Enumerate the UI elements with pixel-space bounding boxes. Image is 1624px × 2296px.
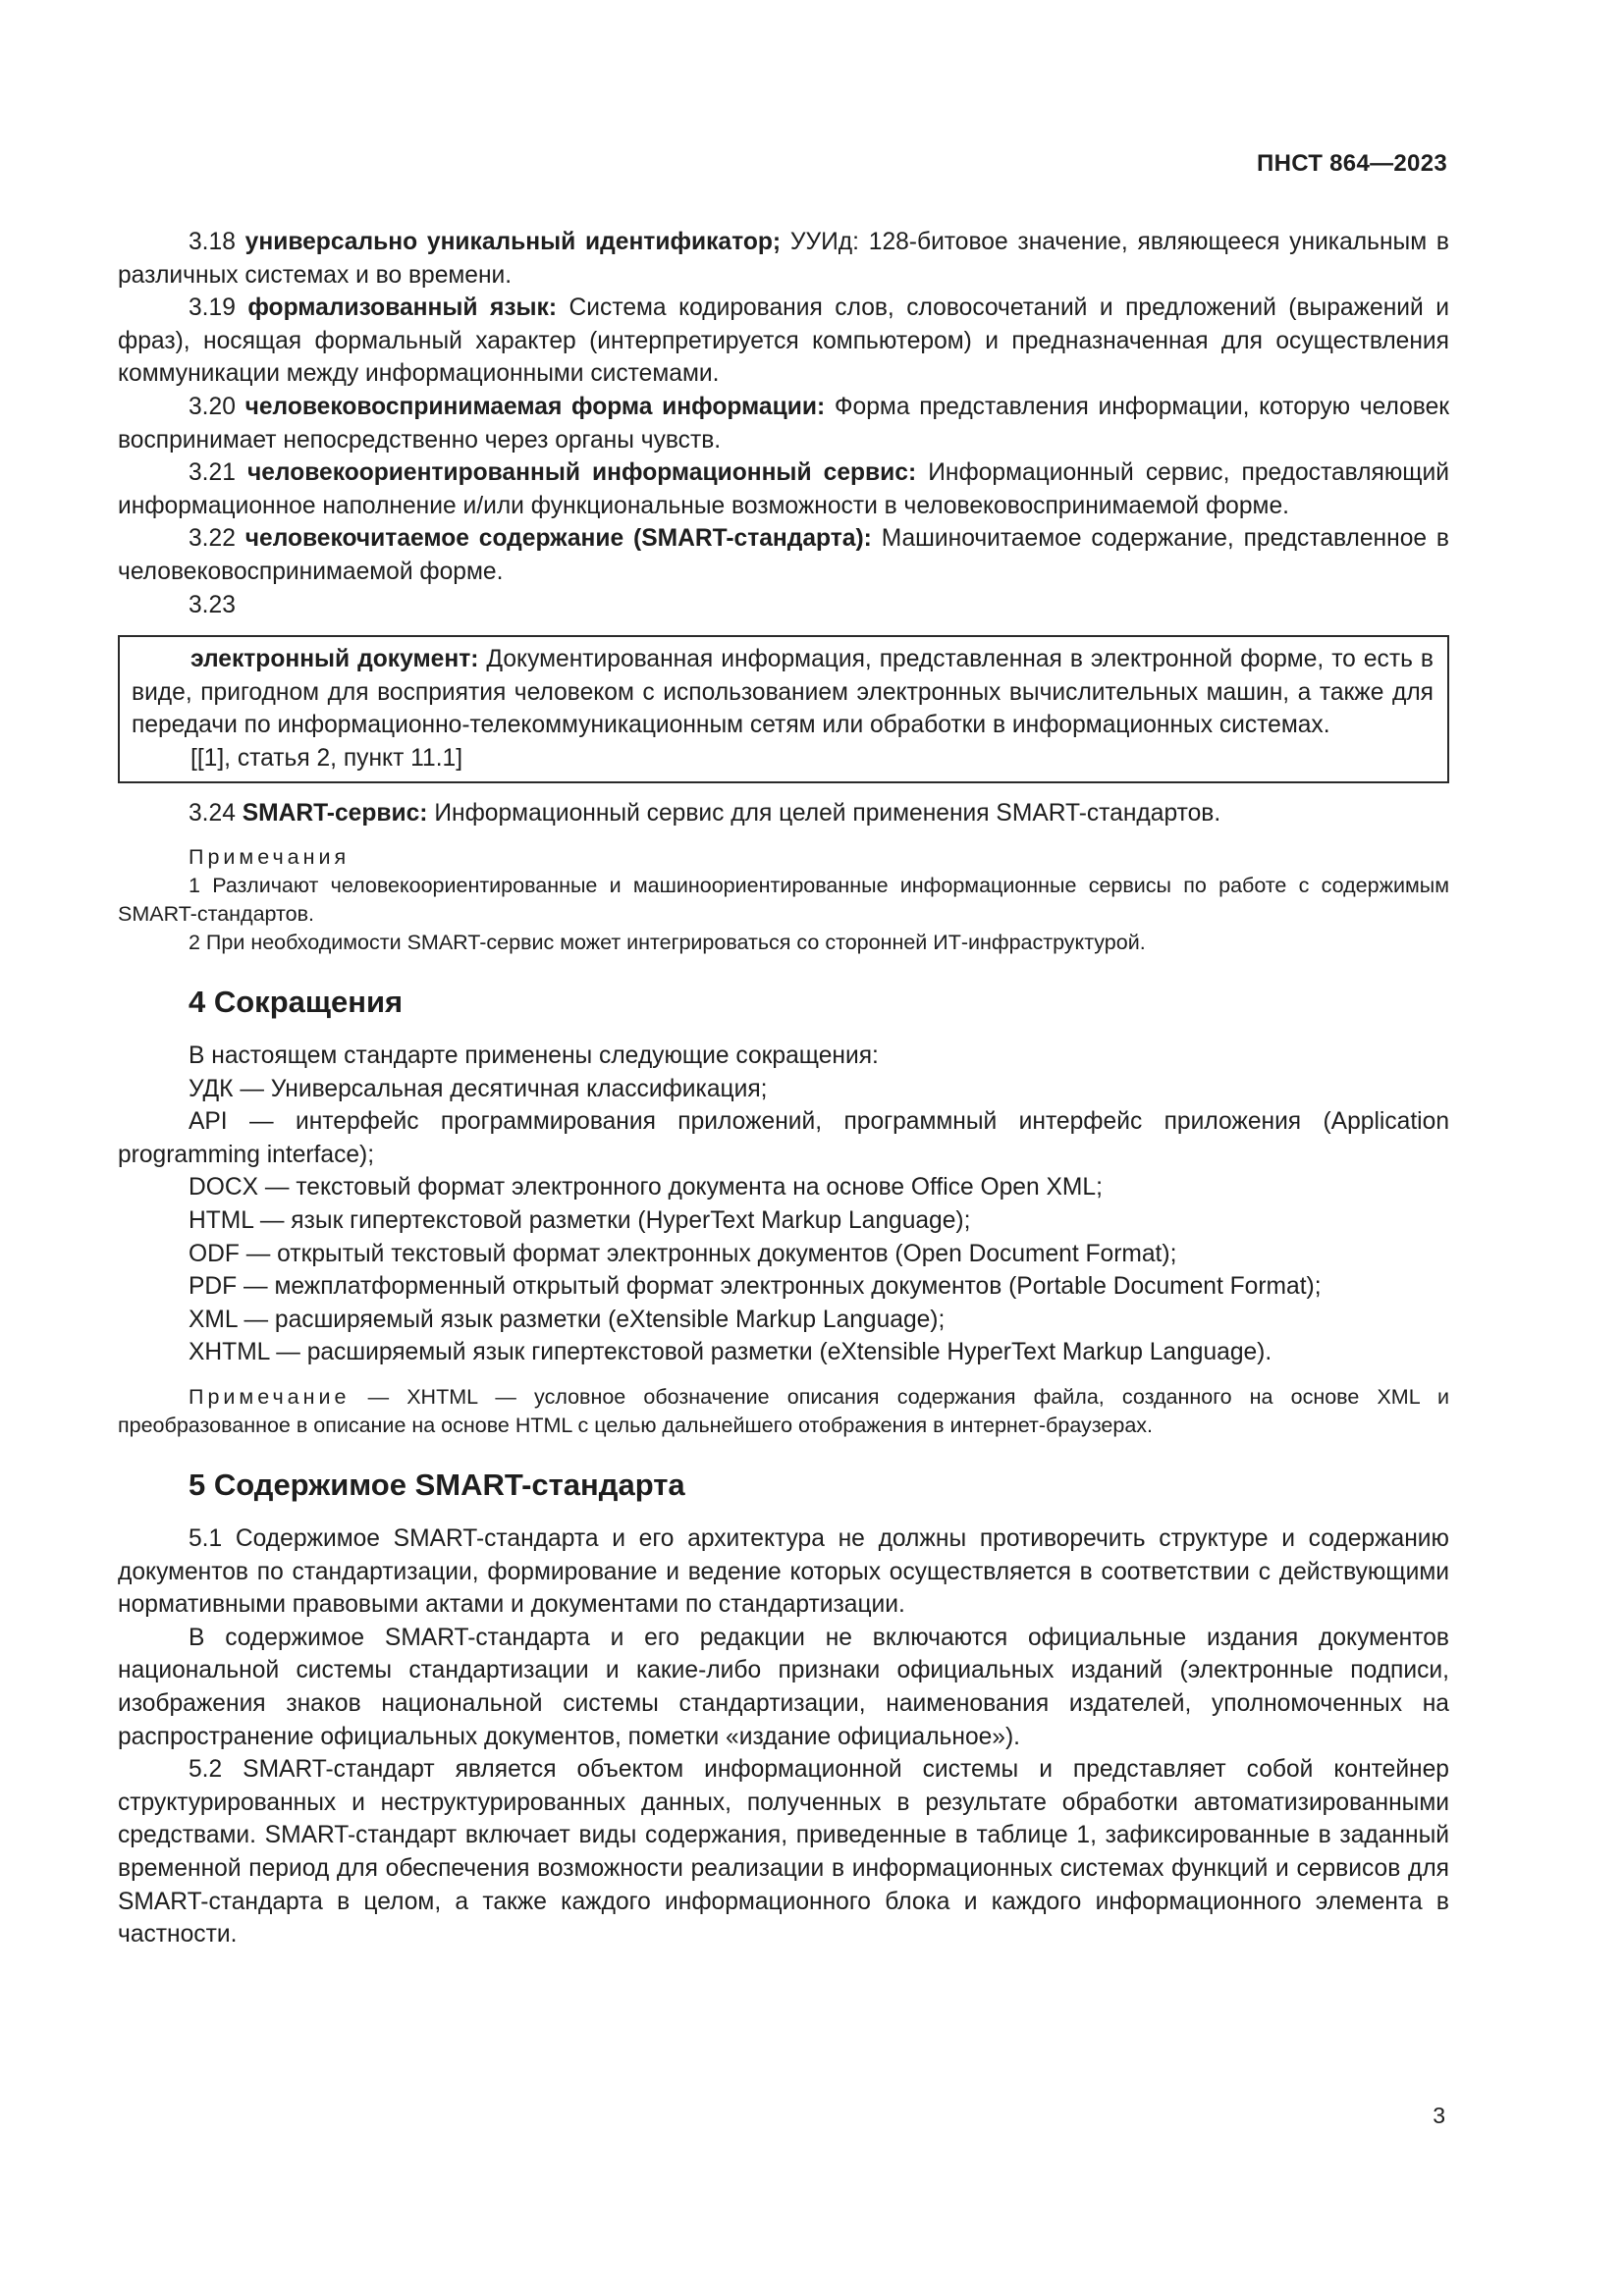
- definition-term: формализованный язык:: [247, 294, 558, 322]
- definition-3-23: [132, 643, 1434, 742]
- definition-term: универсально уникальный идентификатор;: [244, 229, 782, 255]
- note-item: 2 При необходимости SMART-сервис может интегрироваться со сторонней ИТ-инфраструктурой.: [189, 931, 1146, 955]
- boxed-definition-3-23: [118, 635, 1449, 782]
- section-5-heading: 5 Содержимое SMART-стандарта: [189, 1468, 685, 1503]
- definition-text: Машиночитаемое содержание, представленное в человековоспринимаемой форме.: [118, 525, 1449, 585]
- definition-term: человекочитаемое содержание (SMART-стандарта):: [244, 525, 872, 553]
- abbreviation-item: УДК — Универсальная десятичная классификация;: [189, 1075, 768, 1102]
- note-item: 1 Различают человекоориентированные и машиноориентированные информационные сервисы по работе с содержимым SMART-стандартов.: [118, 874, 1449, 927]
- section-4-intro: В настоящем стандарте применены следующие сокращения:: [189, 1042, 879, 1070]
- definition-number: 3.21: [189, 459, 236, 487]
- definition-number: 3.18: [189, 229, 236, 255]
- section-5-paragraph: В содержимое SMART-стандарта и его редакции не включаются официальные издания документов национальной системы стандартизации и какие-либо признаки официальных изданий (электронные подписи, изображения знаков национальной системы стандартизации, наименования издателей, уполномоченных на распространение официальных документов, пометки «издание официальное»).: [118, 1624, 1449, 1750]
- definition-text: Форма представления информации, которую человек воспринимает непосредственно через органы чувств.: [118, 393, 1450, 454]
- definition-term: SMART-сервис:: [242, 799, 428, 827]
- definition-3-21: [118, 456, 1449, 522]
- definition-source: [[1], статья 2, пункт 11.1]: [190, 744, 463, 772]
- definition-term: электронный документ:: [190, 646, 479, 673]
- abbreviation-item: ODF — открытый текстовый формат электронных документов (Open Document Format);: [189, 1240, 1177, 1267]
- definition-3-19: [118, 292, 1449, 391]
- definition-3-20: [118, 391, 1449, 456]
- definition-text: Информационный сервис, предоставляющий информационное наполнение и/или функциональные возможности в человековоспринимаемой форме.: [118, 459, 1449, 519]
- abbreviation-item: PDF — межплатформенный открытый формат электронных документов (Portable Document Format);: [189, 1273, 1322, 1301]
- abbreviation-item: HTML — язык гипертекстовой разметки (HyperText Markup Language);: [189, 1207, 971, 1235]
- definition-number: 3.22: [189, 525, 236, 553]
- page-content: [118, 226, 1449, 1951]
- section-5-paragraph: 5.1 Содержимое SMART-стандарта и его архитектура не должны противоречить структуре и содержанию документов по стандартизации, формирование и ведение которых осуществляется в соответствии с действующими нормативными правовыми актами и документами по стандартизации.: [118, 1525, 1449, 1619]
- abbreviation-item: XHTML — расширяемый язык гипертекстовой разметки (eXtensible HyperText Markup Language).: [189, 1339, 1272, 1366]
- section-4-heading: 4 Сокращения: [189, 985, 404, 1020]
- document-id: ПНСТ 864—2023: [1257, 150, 1447, 177]
- definition-text: Информационный сервис для целей применения SMART-стандартов.: [427, 799, 1221, 827]
- notes-label: Примечания: [189, 845, 351, 870]
- definition-text: Документированная информация, представленная в электронной форме, то есть в виде, пригодном для восприятия человеком с использованием электронных вычислительных машин, а также для передачи по информационно-телекоммуникационным сетям или обработки в информационных системах.: [132, 646, 1434, 739]
- section-5-paragraph: 5.2 SMART-стандарт является объектом информационной системы и представляет собой контейнер структурированных и неструктурированных данных, полученных в результате обработки автоматизированными средствами. SMART-стандарт включает виды содержания, приведенные в таблице 1, зафиксированные в заданный временной период для обеспечения возможности реализации в информационных системах функций и сервисов для SMART-стандарта в целом, а также каждого информационного блока и каждого информационного элемента в частности.: [118, 1756, 1449, 1949]
- note-text: — XHTML — условное обозначение описания содержания файла, созданного на основе XML и преобразованное в описание на основе HTML с целью дальнейшего отображения в интернет-браузерах.: [118, 1385, 1449, 1438]
- notes-block: [118, 843, 1449, 957]
- definition-number: 3.19: [189, 294, 236, 322]
- definition-term: человековоспринимаемая форма информации:: [244, 393, 826, 420]
- section-4-note: [118, 1383, 1449, 1440]
- definition-3-24: [118, 797, 1449, 830]
- abbreviation-item: DOCX — текстовый формат электронного документа на основе Office Open XML;: [189, 1174, 1103, 1201]
- definition-term: человекоориентированный информационный сервис:: [246, 459, 917, 487]
- definition-text: УУИд: 128-битовое значение, являющееся уникальным в различных системах и во времени.: [118, 229, 1449, 289]
- definition-number-3-23: 3.23: [189, 591, 236, 618]
- definition-3-18: [118, 226, 1449, 292]
- definition-number: 3.20: [189, 393, 236, 420]
- page-number: 3: [1433, 2103, 1445, 2128]
- definition-text: Система кодирования слов, словосочетаний и предложений (выражений и фраз), носящая формальный характер (интерпретируется компьютером) и предназначенная для осуществления коммуникации между информационными системами.: [118, 294, 1449, 388]
- abbreviation-item: XML — расширяемый язык разметки (eXtensible Markup Language);: [189, 1306, 946, 1333]
- definition-3-22: [118, 522, 1449, 588]
- note-label: Примечание: [189, 1385, 351, 1410]
- definition-number: 3.24: [189, 799, 236, 827]
- abbreviation-item: API — интерфейс программирования приложений, программный интерфейс приложения (Application programming interface);: [118, 1108, 1449, 1168]
